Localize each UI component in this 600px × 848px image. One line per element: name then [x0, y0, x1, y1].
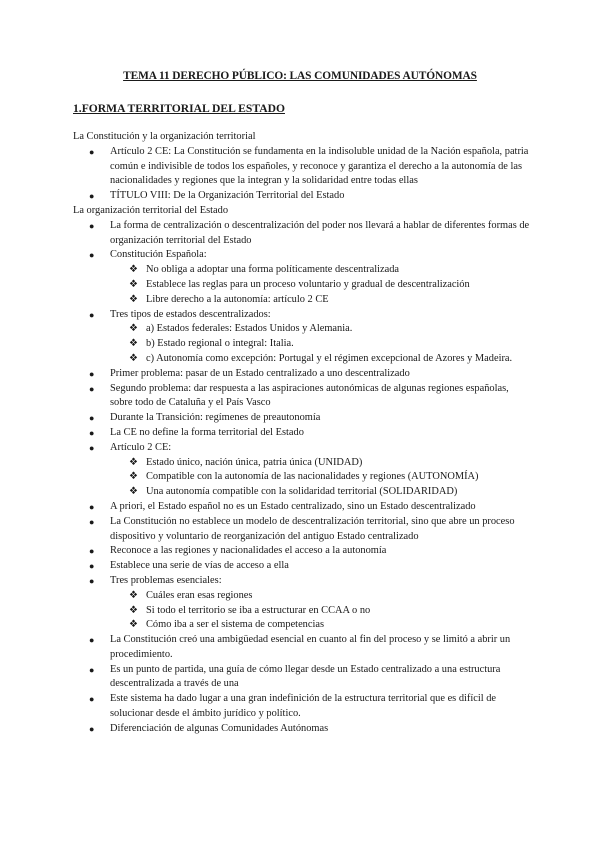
sublist — [110, 456, 533, 500]
bullet-icon: ● — [89, 309, 95, 320]
intro-list — [73, 145, 533, 204]
bullet-icon: ● — [89, 383, 95, 394]
org-heading: La organización territorial del Estado — [73, 204, 229, 216]
list-item: ● Reconoce a las regiones y nacionalidades el acceso a la autonomía — [73, 544, 533, 559]
bullet-icon: ● — [89, 427, 95, 438]
bullet-icon: ● — [89, 413, 95, 424]
list-item: ● La CE no define la forma territorial del Estado — [73, 426, 533, 441]
list-item: ● Constitución Española: ❖ No obliga a adoptar una forma políticamente descentralizada ❖ Establece las reglas para un proceso voluntario y gradual de descentralización ❖ Libre derecho a la autonomía: artículo 2 CE — [73, 248, 533, 307]
diamond-bullet-icon: ❖ — [129, 619, 138, 631]
list-item: ● La Constitución no establece un modelo de descentralización territorial, sino que abre un proceso dispositivo y voluntario de reorganización del antiguo Estado centralizado — [89, 515, 515, 542]
sublist-item: ❖ Estado único, nación única, patria única (UNIDAD) — [73, 456, 533, 471]
sublist-item: ❖ c) Autonomía como excepción: Portugal y el régimen excepcional de Azores y Madeira. — [73, 352, 533, 367]
diamond-bullet-icon: ❖ — [129, 293, 138, 305]
bullet-icon: ● — [89, 575, 95, 586]
bullet-icon: ● — [89, 442, 95, 453]
diamond-bullet-icon: ❖ — [129, 589, 138, 601]
list-item: ● Tres problemas esenciales: ❖ Cuáles eran esas regiones ❖ Si todo el territorio se iba a estructurar en CCAA o no ❖ Cómo iba a ser el sistema de competencias — [73, 574, 533, 633]
bullet-icon: ● — [89, 146, 95, 157]
bullet-icon: ● — [89, 546, 95, 557]
bullet-icon: ● — [89, 635, 95, 646]
list-item: ● La forma de centralización o descentralización del poder nos llevará a hablar de diferentes formas de organización territorial del Estado — [89, 219, 530, 246]
diamond-bullet-icon: ❖ — [129, 486, 138, 498]
diamond-bullet-icon: ❖ — [129, 604, 138, 616]
intro-heading: La Constitución y la organización territorial — [73, 131, 256, 142]
bullet-icon: ● — [89, 694, 95, 705]
bullet-icon: ● — [89, 664, 95, 675]
diamond-bullet-icon: ❖ — [129, 278, 138, 290]
sublist-item: ❖ a) Estados federales: Estados Unidos y Alemania. — [73, 322, 533, 337]
list-item: ● Es un punto de partida, una guía de cómo llegar desde un Estado centralizado a una estructura descentralizada a través de una — [89, 663, 501, 690]
sublist-item: ❖ Una autonomía compatible con la solidaridad territorial (SOLIDARIDAD) — [73, 485, 533, 500]
org-list — [73, 219, 533, 737]
list-item: ● Durante la Transición: regímenes de preautonomía — [73, 411, 533, 426]
list-item: ● Establece una serie de vías de acceso a ella — [73, 559, 533, 574]
list-item: ● La Constitución creó una ambigüedad esencial en cuanto al fin del proceso y se limitó a abrir un procedimiento. — [89, 634, 511, 660]
sublist — [110, 263, 533, 307]
diamond-bullet-icon: ❖ — [129, 352, 138, 364]
bullet-icon: ● — [89, 220, 95, 231]
bullet-icon: ● — [89, 723, 95, 734]
diamond-bullet-icon: ❖ — [129, 471, 138, 483]
diamond-bullet-icon: ❖ — [129, 323, 138, 335]
section-heading: 1.FORMA TERRITORIAL DEL ESTADO — [73, 102, 285, 115]
sublist-item: ❖ Si todo el territorio se iba a estructurar en CCAA o no — [73, 604, 533, 619]
document-body — [73, 130, 533, 737]
list-item: ● A priori, el Estado español no es un Estado centralizado, sino un Estado descentralizado — [73, 500, 533, 515]
list-item: ● Artículo 2 CE: ❖ Estado único, nación única, patria única (UNIDAD) ❖ Compatible con la autonomía de las nacionalidades y regiones (AUTONOMÍA) ❖ Una autonomía compatible con la solidaridad territorial (SOLIDARIDAD) — [73, 441, 533, 500]
list-item: ● TÍTULO VIII: De la Organización Territorial del Estado — [73, 189, 533, 204]
bullet-icon: ● — [89, 561, 95, 572]
bullet-icon: ● — [89, 501, 95, 512]
sublist-item: ❖ Establece las reglas para un proceso voluntario y gradual de descentralización — [73, 278, 533, 293]
sublist-item: ❖ No obliga a adoptar una forma políticamente descentralizada — [73, 263, 533, 278]
bullet-icon: ● — [89, 191, 95, 202]
list-item: ● Primer problema: pasar de un Estado centralizado a uno descentralizado — [73, 367, 533, 382]
sublist-item: ❖ b) Estado regional o integral: Italia. — [73, 337, 533, 352]
list-item: ● Este sistema ha dado lugar a una gran indefinición de la estructura territorial que es difícil de solucionar desde el ámbito jurídico y político. — [89, 693, 497, 720]
bullet-icon: ● — [89, 250, 95, 261]
diamond-bullet-icon: ❖ — [129, 338, 138, 350]
page-title: TEMA 11 DERECHO PÚBLICO: LAS COMUNIDADES AUTÓNOMAS — [123, 70, 477, 82]
sublist — [110, 589, 533, 633]
list-item: ● Tres tipos de estados descentralizados: ❖ a) Estados federales: Estados Unidos y Alemania. ❖ b) Estado regional o integral: Italia. ❖ c) Autonomía como excepción: Portugal y el régimen excepcional de Azores y Madeira. — [73, 308, 533, 367]
bullet-icon: ● — [89, 516, 95, 527]
list-item: ● Diferenciación de algunas Comunidades Autónomas — [73, 722, 533, 737]
sublist-item: ❖ Cuáles eran esas regiones — [73, 589, 533, 604]
bullet-icon: ● — [89, 368, 95, 379]
sublist-item: ❖ Compatible con la autonomía de las nacionalidades y regiones (AUTONOMÍA) — [73, 470, 533, 485]
sublist-item: ❖ Libre derecho a la autonomía: artículo 2 CE — [73, 293, 533, 308]
diamond-bullet-icon: ❖ — [129, 456, 138, 468]
list-item: ● Artículo 2 CE: La Constitución se fundamenta en la indisoluble unidad de la Nación española, patria común e indivisible de todos los españoles, y reconoce y garantiza el derecho a la autonomía de las nacionalidades y regiones que la integran y la solidaridad entre todas ellas — [89, 145, 529, 187]
sublist-item: ❖ Cómo iba a ser el sistema de competencias — [73, 618, 533, 633]
diamond-bullet-icon: ❖ — [129, 264, 138, 276]
list-item: ● Segundo problema: dar respuesta a las aspiraciones autonómicas de algunas regiones españolas, sobre todo de Cataluña y el País Vasco — [89, 382, 509, 409]
sublist — [110, 322, 533, 366]
